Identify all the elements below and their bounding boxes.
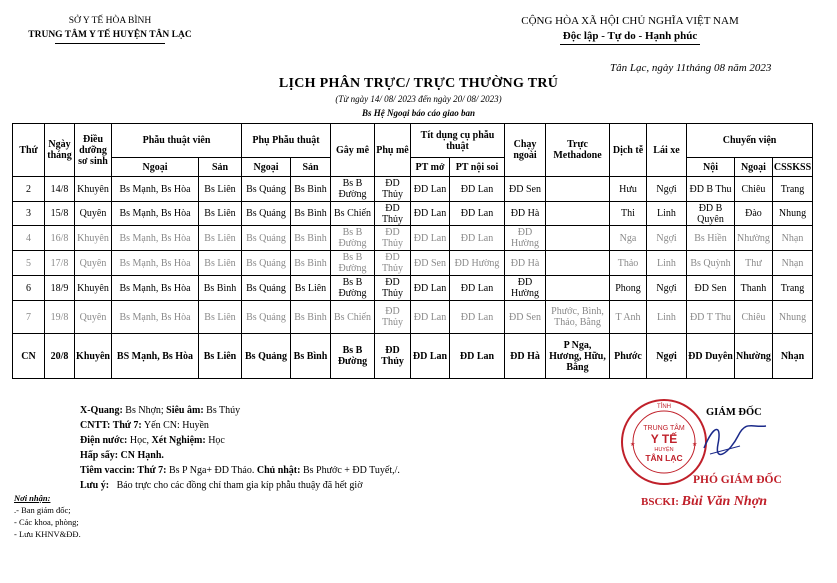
cell-dich-te: Nga xyxy=(610,226,647,251)
cell-ngay: 20/8 xyxy=(45,334,75,379)
footer-line-hapsay: Hấp sấy: CN Hạnh. xyxy=(80,450,164,461)
schedule-table xyxy=(12,123,813,379)
cell-phu-ngoai: Bs Quảng xyxy=(242,276,291,301)
cell-pt-noi-soi: ĐD Lan xyxy=(450,301,505,334)
org-line2: TRUNG TÂM Y TẾ HUYỆN TÂN LẠC xyxy=(28,30,192,40)
col-gay-me: Gây mê xyxy=(331,124,375,177)
col-ptv: Phẫu thuật viên xyxy=(112,124,242,158)
cell-cv-noi: ĐD B Thu xyxy=(687,177,735,202)
cell-pt-noi-soi: ĐD Lan xyxy=(450,276,505,301)
cell-ptv-san: Bs Bình xyxy=(199,276,242,301)
cell-phu-san: Bs Bình xyxy=(291,177,331,202)
cell-dd: Khuyên xyxy=(75,177,112,202)
cell-dd: Khuyên xyxy=(75,226,112,251)
cell-gay-me: Bs B Đường xyxy=(331,334,375,379)
cell-cv-csskss: Nhung xyxy=(772,301,812,334)
table-row xyxy=(13,301,813,334)
org-header xyxy=(10,14,210,44)
col-ptv-san: Sản xyxy=(199,158,242,177)
cell-thu: 4 xyxy=(13,226,45,251)
document-date: Tân Lạc, ngày 11tháng 08 năm 2023 xyxy=(610,62,772,74)
cell-ngay: 14/8 xyxy=(45,177,75,202)
col-dich-te: Dịch tễ xyxy=(610,124,647,177)
cell-chay-ngoai: ĐD Hường xyxy=(505,226,546,251)
footer-line-diennuoc: Điện nước: Học, Xét Nghiệm: Học xyxy=(80,435,225,446)
col-lai-xe: Lái xe xyxy=(647,124,687,177)
col-ptv-ngoai: Ngoại xyxy=(112,158,199,177)
stamp-l1: TRUNG TÂM xyxy=(643,425,685,432)
col-phu-pt: Phụ Phẫu thuật xyxy=(242,124,331,158)
cell-dich-te: T Anh xyxy=(610,301,647,334)
report-note: Bs Hệ Ngoại báo cáo giao ban xyxy=(361,108,475,118)
org-line1: SỞ Y TẾ HÒA BÌNH xyxy=(68,16,152,26)
cell-dich-te: Hưu xyxy=(610,177,647,202)
recipient-item: .- Ban giám đốc; xyxy=(14,505,71,515)
cell-chay-ngoai: ĐD Hường xyxy=(505,276,546,301)
table-row xyxy=(13,177,813,202)
col-cv-noi: Nội xyxy=(687,158,735,177)
cell-pt-mo: ĐD Lan xyxy=(411,301,450,334)
national-line1: CỘNG HÒA XÃ HỘI CHỦ NGHĨA VIỆT NAM xyxy=(521,15,739,27)
recipient-item: - Các khoa, phòng; xyxy=(14,517,79,527)
cell-dich-te: Phong xyxy=(610,276,647,301)
cell-cv-noi: ĐD Sen xyxy=(687,276,735,301)
cell-dd: Quyên xyxy=(75,251,112,276)
cell-ptv-san: Bs Liên xyxy=(199,177,242,202)
page-title: LỊCH PHÂN TRỰC/ TRỰC THƯỜNG TRÚ xyxy=(278,76,559,91)
cell-phu-ngoai: Bs Quảng xyxy=(242,226,291,251)
recipients xyxy=(14,492,81,540)
svg-text:★: ★ xyxy=(692,442,698,448)
footer-line-cntt: CNTT: Thứ 7: Yến CN: Huyền xyxy=(80,420,209,431)
cell-cv-ngoai: Nhường xyxy=(735,226,773,251)
cell-cv-noi: ĐD Duyên xyxy=(687,334,735,379)
stamp-l2: Y TẾ xyxy=(650,432,678,446)
table-row xyxy=(13,202,813,226)
cell-gay-me: Bs B Đường xyxy=(331,276,375,301)
cell-phu-me: ĐD Thủy xyxy=(375,251,411,276)
cell-cv-ngoai: Chiêu xyxy=(735,301,773,334)
cell-lai-xe: Ngợi xyxy=(647,276,687,301)
svg-text:★: ★ xyxy=(630,442,636,448)
cell-gay-me: Bs B Đường xyxy=(331,251,375,276)
col-ngay: Ngày tháng xyxy=(45,124,75,177)
cell-ptv-san: Bs Liên xyxy=(199,301,242,334)
cell-cv-ngoai: Nhường xyxy=(735,334,773,379)
col-methadone: Trực Methadone xyxy=(546,124,610,177)
cell-ngay: 15/8 xyxy=(45,202,75,226)
cell-ptv-san: Bs Liên xyxy=(199,334,242,379)
col-phu-me: Phụ mê xyxy=(375,124,411,177)
col-phu-ngoai: Ngoại xyxy=(242,158,291,177)
cell-phu-ngoai: Bs Quảng xyxy=(242,334,291,379)
official-stamp-icon xyxy=(620,398,708,486)
cell-gay-me: Bs B Đường xyxy=(331,177,375,202)
cell-cv-noi: ĐD B Quyên xyxy=(687,202,735,226)
cell-lai-xe: Ngợi xyxy=(647,226,687,251)
cell-phu-san: Bs Bình xyxy=(291,226,331,251)
cell-dich-te: Thảo xyxy=(610,251,647,276)
cell-methadone xyxy=(546,226,610,251)
cell-cv-ngoai: Đào xyxy=(735,202,773,226)
cell-phu-me: ĐD Thủy xyxy=(375,226,411,251)
cell-ptv-ngoai: Bs Mạnh, Bs Hòa xyxy=(112,251,199,276)
cell-dich-te: Thi xyxy=(610,202,647,226)
footer-line-xquang: X-Quang: Bs Nhợn; Siêu âm: Bs Thúy xyxy=(80,405,241,416)
cell-ptv-ngoai: Bs Mạnh, Bs Hòa xyxy=(112,301,199,334)
cell-phu-san: Bs Bình xyxy=(291,301,331,334)
col-phu-san: Sản xyxy=(291,158,331,177)
cell-methadone xyxy=(546,251,610,276)
cell-chay-ngoai: ĐD Sen xyxy=(505,177,546,202)
footer-line-vaccin: Tiêm vaccin: Thứ 7: Bs P Nga+ ĐD Thảo. Chủ nhật: Bs Phước + ĐD Tuyết,/. xyxy=(80,465,400,476)
cell-phu-san: Bs Bình xyxy=(291,202,331,226)
signature-scribble-icon xyxy=(700,418,770,458)
cell-pt-noi-soi: ĐD Lan xyxy=(450,177,505,202)
national-motto: Độc lập - Tự do - Hạnh phúc xyxy=(562,30,698,42)
cell-phu-me: ĐD Thủy xyxy=(375,334,411,379)
stamp-top: TỈNH xyxy=(657,404,671,410)
cell-cv-csskss: Trang xyxy=(772,177,812,202)
cell-ngay: 17/8 xyxy=(45,251,75,276)
col-thu: Thứ xyxy=(13,124,45,177)
cell-cv-ngoai: Thư xyxy=(735,251,773,276)
cell-phu-me: ĐD Thủy xyxy=(375,177,411,202)
cell-pt-noi-soi: ĐD Lan xyxy=(450,226,505,251)
stamp-l3: HUYỆN xyxy=(654,447,674,453)
recipients-head: Nơi nhận: xyxy=(14,493,51,503)
cell-cv-csskss: Nhạn xyxy=(772,334,812,379)
cell-thu: 3 xyxy=(13,202,45,226)
cell-pt-mo: ĐD Lan xyxy=(411,334,450,379)
cell-thu: 7 xyxy=(13,301,45,334)
cell-ptv-san: Bs Liên xyxy=(199,251,242,276)
cell-thu: 2 xyxy=(13,177,45,202)
cell-lai-xe: Ngợi xyxy=(647,334,687,379)
cell-pt-mo: ĐD Lan xyxy=(411,202,450,226)
cell-phu-me: ĐD Thủy xyxy=(375,202,411,226)
cell-cv-ngoai: Thanh xyxy=(735,276,773,301)
cell-ptv-ngoai: Bs Mạnh, Bs Hòa xyxy=(112,177,199,202)
cell-cv-noi: Bs Quỳnh xyxy=(687,251,735,276)
cell-cv-csskss: Nhạn xyxy=(772,226,812,251)
cell-methadone xyxy=(546,202,610,226)
col-cv-ngoai: Ngoại xyxy=(735,158,773,177)
table-row xyxy=(13,276,813,301)
signature-name-line xyxy=(641,494,767,510)
org-underline xyxy=(55,43,165,44)
cell-pt-mo: ĐD Sen xyxy=(411,251,450,276)
col-chuyen-vien: Chuyển viện xyxy=(687,124,813,158)
cell-chay-ngoai: ĐD Sen xyxy=(505,301,546,334)
cell-dd: Quyên xyxy=(75,202,112,226)
cell-thu: CN xyxy=(13,334,45,379)
cell-chay-ngoai: ĐD Hà xyxy=(505,251,546,276)
col-chay-ngoai: Chạy ngoài xyxy=(505,124,546,177)
cell-methadone: Phước, Bình, Thảo, Bằng xyxy=(546,301,610,334)
cell-gay-me: Bs Chiến xyxy=(331,202,375,226)
cell-pt-noi-soi: ĐD Hường xyxy=(450,251,505,276)
cell-dd: Khuyên xyxy=(75,334,112,379)
cell-thu: 5 xyxy=(13,251,45,276)
cell-methadone xyxy=(546,276,610,301)
national-underline xyxy=(560,44,700,45)
cell-phu-ngoai: Bs Quảng xyxy=(242,202,291,226)
col-pt-noi-soi: PT nội soi xyxy=(450,158,505,177)
col-cv-csskss: CSSKSS xyxy=(772,158,812,177)
signature-name: Bùi Văn Nhợn xyxy=(681,494,767,509)
cell-ptv-san: Bs Liên xyxy=(199,226,242,251)
table-row xyxy=(13,251,813,276)
cell-pt-noi-soi: ĐD Lan xyxy=(450,202,505,226)
cell-lai-xe: Ngợi xyxy=(647,177,687,202)
cell-pt-noi-soi: ĐD Lan xyxy=(450,334,505,379)
cell-ngay: 18/9 xyxy=(45,276,75,301)
cell-ptv-san: Bs Liên xyxy=(199,202,242,226)
cell-ngay: 19/8 xyxy=(45,301,75,334)
cell-lai-xe: Linh xyxy=(647,202,687,226)
cell-gay-me: Bs Chiến xyxy=(331,301,375,334)
cell-lai-xe: Linh xyxy=(647,251,687,276)
footer-line-luuy: Lưu ý: Báo trực cho các đồng chí tham gia kíp phẫu thuậy đã hết giờ xyxy=(80,480,363,491)
cell-cv-csskss: Trang xyxy=(772,276,812,301)
signature-prefix: BSCKI: xyxy=(641,496,679,508)
cell-pt-mo: ĐD Lan xyxy=(411,226,450,251)
cell-ptv-ngoai: Bs Mạnh, Bs Hòa xyxy=(112,202,199,226)
table-row xyxy=(13,226,813,251)
cell-dich-te: Phước xyxy=(610,334,647,379)
signature-deputy: PHÓ GIÁM ĐỐC xyxy=(693,474,782,486)
cell-ptv-ngoai: Bs Mạnh, Bs Hòa xyxy=(112,276,199,301)
cell-phu-ngoai: Bs Quảng xyxy=(242,251,291,276)
cell-methadone: P Nga, Hương, Hữu, Bằng xyxy=(546,334,610,379)
col-pt-mo: PT mở xyxy=(411,158,450,177)
cell-phu-me: ĐD Thủy xyxy=(375,276,411,301)
recipient-item: - Lưu KHNV&ĐĐ. xyxy=(14,529,81,539)
col-tit-dung: Tít dụng cụ phẫu thuật xyxy=(411,124,505,158)
cell-phu-san: Bs Bình xyxy=(291,251,331,276)
stamp-l4: TÂN LẠC xyxy=(645,453,683,463)
table-row xyxy=(13,334,813,379)
cell-cv-csskss: Nhạn xyxy=(772,251,812,276)
cell-phu-ngoai: Bs Quảng xyxy=(242,177,291,202)
cell-phu-me: ĐD Thủy xyxy=(375,301,411,334)
cell-gay-me: Bs B Đường xyxy=(331,226,375,251)
cell-chay-ngoai: ĐD Hà xyxy=(505,334,546,379)
cell-pt-mo: ĐD Lan xyxy=(411,177,450,202)
cell-pt-mo: ĐD Lan xyxy=(411,276,450,301)
cell-cv-noi: Bs Hiền xyxy=(687,226,735,251)
cell-dd: Khuyên xyxy=(75,276,112,301)
cell-phu-ngoai: Bs Quảng xyxy=(242,301,291,334)
cell-chay-ngoai: ĐD Hà xyxy=(505,202,546,226)
cell-thu: 6 xyxy=(13,276,45,301)
cell-dd: Quyên xyxy=(75,301,112,334)
cell-ptv-ngoai: BS Mạnh, Bs Hòa xyxy=(112,334,199,379)
cell-cv-noi: ĐD T Thu xyxy=(687,301,735,334)
cell-phu-san: Bs Liên xyxy=(291,276,331,301)
col-dieu-duong: Điều dưỡng sơ sinh xyxy=(75,124,112,177)
date-range: (Từ ngày 14/ 08/ 2023 đến ngày 20/ 08/ 2023) xyxy=(335,94,502,104)
cell-lai-xe: Linh xyxy=(647,301,687,334)
cell-cv-ngoai: Chiêu xyxy=(735,177,773,202)
cell-phu-san: Bs Bình xyxy=(291,334,331,379)
national-header xyxy=(470,14,790,45)
cell-methadone xyxy=(546,177,610,202)
signature-title: GIÁM ĐỐC xyxy=(706,407,762,418)
footer-notes xyxy=(80,403,400,493)
cell-ptv-ngoai: Bs Mạnh, Bs Hòa xyxy=(112,226,199,251)
cell-cv-csskss: Nhung xyxy=(772,202,812,226)
cell-ngay: 16/8 xyxy=(45,226,75,251)
